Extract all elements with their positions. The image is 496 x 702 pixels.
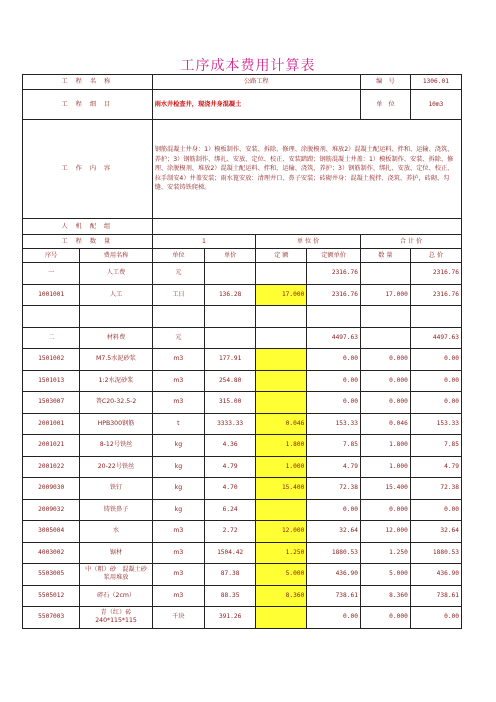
cell-quota-price: 2316.76 [307, 284, 361, 306]
cell-code: 2001022 [23, 456, 80, 478]
cell-code: 二 [23, 327, 80, 349]
cell-quota-price: 32.64 [307, 521, 361, 543]
header-row-work-content [23, 120, 462, 219]
cell-unit: m3 [152, 564, 204, 586]
unit-label: 单 位 [360, 90, 410, 120]
cell-name: 8-12号铁丝 [80, 435, 152, 457]
total-price-label: 合 计 价 [360, 235, 461, 249]
col-header-quota-price: 定额单价 [307, 249, 361, 263]
cell-price [205, 327, 256, 349]
labor-machine-value [152, 219, 461, 235]
header-row-project-name [23, 75, 462, 90]
cell-price: 87.38 [205, 564, 256, 586]
cell-quota: 0.046 [256, 413, 307, 435]
cell-total: 1880.53 [410, 542, 461, 564]
unit-price-label: 单 位 价 [256, 235, 361, 249]
quantity-value: 1 [152, 235, 256, 249]
cell-total: 32.64 [410, 521, 461, 543]
cell-name: 材料费 [80, 327, 152, 349]
cell-price: 1504.42 [205, 542, 256, 564]
cell-code: 5507003 [23, 607, 80, 629]
cell-total: 0.00 [410, 607, 461, 629]
cell-code: 1501013 [23, 370, 80, 392]
project-name-label: 工 程 名 称 [23, 75, 153, 90]
number-label: 编 号 [360, 75, 410, 90]
cell-code: 1001001 [23, 284, 80, 306]
cost-table [22, 74, 462, 629]
header-row-project-detail [23, 90, 462, 120]
cell-qty: 0.000 [360, 392, 410, 414]
cell-price [205, 306, 256, 328]
cell-unit: kg [152, 499, 204, 521]
cell-unit: 工日 [152, 284, 204, 306]
cell-quota-price: 7.85 [307, 435, 361, 457]
cell-quota [256, 306, 307, 328]
quantity-label: 工 程 数 量 [23, 235, 153, 249]
table-row [23, 349, 462, 371]
cell-qty: 12.000 [360, 521, 410, 543]
table-row [23, 413, 462, 435]
cell-name: 水 [80, 521, 152, 543]
cell-quota: 8.360 [256, 585, 307, 607]
table-row [23, 327, 462, 349]
table-row [23, 306, 462, 328]
cell-total: 72.38 [410, 478, 461, 500]
cell-total: 436.90 [410, 564, 461, 586]
cell-unit: 元 [152, 263, 204, 285]
cell-quota-price: 0.00 [307, 499, 361, 521]
cell-quota-price: 0.00 [307, 392, 361, 414]
cell-total: 2316.76 [410, 284, 461, 306]
cell-code: 1501002 [23, 349, 80, 371]
header-row-quantity [23, 235, 462, 249]
labor-machine-label: 人 机 配 组 [23, 219, 153, 235]
cell-price: 6.24 [205, 499, 256, 521]
col-header-code: 序号 [23, 249, 80, 263]
cell-quota-price: 4497.63 [307, 327, 361, 349]
cell-total: 0.00 [410, 349, 461, 371]
cell-quota-price [307, 306, 361, 328]
cell-quota [256, 370, 307, 392]
header-row-labor-machine [23, 219, 462, 235]
cell-quota-price: 72.38 [307, 478, 361, 500]
cell-qty [360, 327, 410, 349]
cell-price: 315.00 [205, 392, 256, 414]
cell-quota-price: 2316.76 [307, 263, 361, 285]
cell-unit: t [152, 413, 204, 435]
col-header-name: 费用名称 [80, 249, 152, 263]
cell-unit: 元 [152, 327, 204, 349]
cell-code: 2009032 [23, 499, 80, 521]
cell-total: 0.00 [410, 392, 461, 414]
work-content-label: 工 作 内 容 [23, 120, 153, 219]
number-value: 1306.01 [410, 75, 461, 90]
cell-price: 4.70 [205, 478, 256, 500]
cell-unit: m3 [152, 542, 204, 564]
cell-quota: 1.800 [256, 435, 307, 457]
cell-unit: m3 [152, 392, 204, 414]
cell-qty: 5.000 [360, 564, 410, 586]
cell-code: 5505012 [23, 585, 80, 607]
table-row [23, 521, 462, 543]
cell-code: 2009030 [23, 478, 80, 500]
col-header-total: 总 价 [410, 249, 461, 263]
column-header-row [23, 249, 462, 263]
cell-code [23, 306, 80, 328]
col-header-quota: 定 额 [256, 249, 307, 263]
cell-unit: m3 [152, 370, 204, 392]
cell-total: 4.79 [410, 456, 461, 478]
cell-name: HPB300钢筋 [80, 413, 152, 435]
cell-price: 177.91 [205, 349, 256, 371]
col-header-price: 单价 [205, 249, 256, 263]
cell-price: 254.80 [205, 370, 256, 392]
cell-name: 中（粗）砂 混凝土砂浆用堆放 [80, 564, 152, 586]
cell-total: 0.00 [410, 499, 461, 521]
cell-name [80, 306, 152, 328]
cell-quota: 15.400 [256, 478, 307, 500]
cell-name: 人工费 [80, 263, 152, 285]
table-row [23, 456, 462, 478]
cell-total: 738.61 [410, 585, 461, 607]
cell-code: 2001001 [23, 413, 80, 435]
cell-code: 4003002 [23, 542, 80, 564]
cell-quota-price: 436.90 [307, 564, 361, 586]
cell-name: 铁钉 [80, 478, 152, 500]
cell-quota [256, 327, 307, 349]
cell-unit: 千块 [152, 607, 204, 629]
cell-name: 1:2水泥砂浆 [80, 370, 152, 392]
project-name-value: 公路工程 [152, 75, 360, 90]
table-row [23, 392, 462, 414]
cell-total: 4497.63 [410, 327, 461, 349]
cell-price: 136.28 [205, 284, 256, 306]
cell-total: 7.85 [410, 435, 461, 457]
cell-price: 88.35 [205, 585, 256, 607]
cell-price: 2.72 [205, 521, 256, 543]
cell-quota [256, 607, 307, 629]
cell-unit [152, 306, 204, 328]
cell-qty: 0.000 [360, 349, 410, 371]
cell-unit: kg [152, 435, 204, 457]
cell-quota-price: 0.00 [307, 370, 361, 392]
col-header-unit: 单位 [152, 249, 204, 263]
cell-total: 153.33 [410, 413, 461, 435]
cell-code: 2001021 [23, 435, 80, 457]
cell-qty: 1.000 [360, 456, 410, 478]
cell-quota [256, 392, 307, 414]
table-row [23, 478, 462, 500]
cell-quota-price: 738.61 [307, 585, 361, 607]
cell-qty [360, 263, 410, 285]
table-row [23, 435, 462, 457]
table-row [23, 607, 462, 629]
cell-name: 20-22号铁丝 [80, 456, 152, 478]
cell-code: 5503005 [23, 564, 80, 586]
cell-quota: 1.000 [256, 456, 307, 478]
cell-qty: 17.000 [360, 284, 410, 306]
cell-name: M7.5水泥砂浆 [80, 349, 152, 371]
cell-qty [360, 306, 410, 328]
cell-qty: 0.000 [360, 607, 410, 629]
cell-quota: 5.000 [256, 564, 307, 586]
cell-unit: kg [152, 456, 204, 478]
cell-price: 4.79 [205, 456, 256, 478]
work-content-value: 钢筋混凝土井身：1）模板制作、安装、拆除、修理、涂脱模剂、堆放2）混凝土配运料、拌和、运输、浇筑、养护；3）钢筋制作、绑扎、安放、定位、校正、安装踏蹬；钢筋混凝土井盖：1）模板制作、安装、拆除、修理、涂脱模剂、堆放2）混凝土配运料、拌和、运输、浇筑、养护；3）钢筋制作、绑扎、安放、定位、校正、拉手制安4）井盖安装；雨水篦安放：清理井口、鼻子安装；砖砌井身：混凝土搅拌、浇筑、养护，砖砌、勾缝、安装铸铁爬梯。 [152, 120, 461, 219]
page-title: 工序成本费用计算表 [180, 58, 316, 74]
cell-qty: 0.000 [360, 370, 410, 392]
cell-unit: m3 [152, 349, 204, 371]
table-row [23, 370, 462, 392]
cell-name: 铸铁鼻子 [80, 499, 152, 521]
cell-price: 391.26 [205, 607, 256, 629]
project-detail-value: 雨水井检查井，现浇井身混凝土 [152, 90, 360, 120]
cell-quota-price: 153.33 [307, 413, 361, 435]
cell-code: 3005004 [23, 521, 80, 543]
cell-qty: 1.250 [360, 542, 410, 564]
table-row [23, 499, 462, 521]
table-row [23, 542, 462, 564]
cell-quota: 17.000 [256, 284, 307, 306]
cell-price: 3333.33 [205, 413, 256, 435]
cell-quota-price: 0.00 [307, 607, 361, 629]
cell-quota [256, 499, 307, 521]
cell-qty: 1.800 [360, 435, 410, 457]
cell-unit: kg [152, 478, 204, 500]
cell-quota [256, 263, 307, 285]
cell-total: 2316.76 [410, 263, 461, 285]
table-row [23, 564, 462, 586]
cell-total: 0.00 [410, 370, 461, 392]
cell-qty: 15.400 [360, 478, 410, 500]
table-row [23, 585, 462, 607]
cell-quota: 1.250 [256, 542, 307, 564]
cell-quota-price: 1880.53 [307, 542, 361, 564]
table-row [23, 284, 462, 306]
cell-unit: m3 [152, 585, 204, 607]
cell-code: 1503007 [23, 392, 80, 414]
col-header-qty: 数 量 [360, 249, 410, 263]
cell-quota-price: 4.79 [307, 456, 361, 478]
cell-qty: 0.046 [360, 413, 410, 435]
unit-value: 10m3 [410, 90, 461, 120]
cell-price [205, 263, 256, 285]
cell-qty: 8.360 [360, 585, 410, 607]
cell-name: 人工 [80, 284, 152, 306]
cell-name: 青（红）砖 240*115*115 [80, 607, 152, 629]
cell-name: 碎石（2cm） [80, 585, 152, 607]
cell-code: 一 [23, 263, 80, 285]
table-row [23, 263, 462, 285]
cell-price: 4.36 [205, 435, 256, 457]
cell-quota [256, 349, 307, 371]
cell-name: 普C20-32.5-2 [80, 392, 152, 414]
cell-quota: 12.000 [256, 521, 307, 543]
cell-total [410, 306, 461, 328]
cell-quota-price: 0.00 [307, 349, 361, 371]
cell-unit: m3 [152, 521, 204, 543]
cell-name: 锯材 [80, 542, 152, 564]
cell-qty: 0.000 [360, 499, 410, 521]
project-detail-label: 工 程 细 目 [23, 90, 153, 120]
